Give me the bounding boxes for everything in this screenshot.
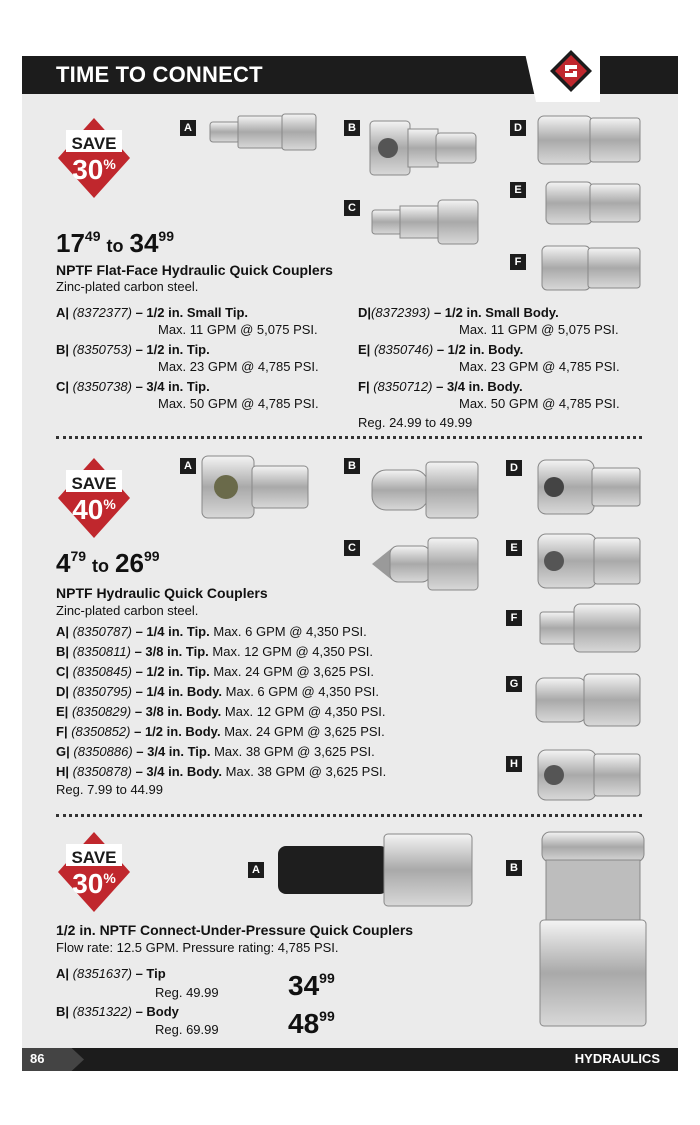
coupler-body-image — [536, 530, 644, 592]
product-label: F — [506, 610, 522, 626]
product-subtitle: Zinc-plated carbon steel. — [56, 603, 199, 618]
product-label: G — [506, 676, 522, 692]
product-label: C — [344, 540, 360, 556]
item-spec: Max. 50 GPM @ 4,785 PSI. — [459, 396, 620, 411]
connect-under-pressure-tip-image — [276, 830, 478, 910]
product-label: E — [510, 182, 526, 198]
product-label: A — [180, 120, 196, 136]
product-subtitle: Zinc-plated carbon steel. — [56, 279, 199, 294]
page-title: TIME TO CONNECT — [56, 62, 263, 87]
item-line: A| (8351637) – Tip — [56, 966, 166, 981]
save-word: SAVE — [71, 134, 117, 153]
regular-price: Reg. 7.99 to 44.99 — [56, 782, 163, 797]
price-range: $17^{49}$ to $34^{99}$ — [56, 228, 174, 258]
coupler-body-image — [536, 112, 644, 168]
coupler-body-image — [536, 746, 644, 804]
product-label: E — [506, 540, 522, 556]
item-line: A| (8350787) – 1/4 in. Tip. Max. 6 GPM @ 4,350 PSI. — [56, 624, 367, 639]
regular-price: Reg. 49.99 — [155, 985, 219, 1000]
item-line: B| (8351322) – Body — [56, 1004, 179, 1019]
item-line: B| (8350753) – 1/2 in. Tip. — [56, 342, 210, 357]
save-badge — [56, 116, 132, 200]
item-line: D|(8372393) – 1/2 in. Small Body. — [358, 305, 559, 320]
item-line: G| (8350886) – 3/4 in. Tip. Max. 38 GPM @ 3,625 PSI. — [56, 744, 375, 759]
page-number: 86 — [30, 1051, 45, 1066]
coupler-body-image — [544, 178, 644, 228]
product-label: A — [180, 458, 196, 474]
item-spec: Max. 23 GPM @ 4,785 PSI. — [459, 359, 620, 374]
product-label: C — [344, 200, 360, 216]
save-percent: 40% — [72, 494, 116, 525]
item-line: C| (8350738) – 3/4 in. Tip. — [56, 379, 210, 394]
save-percent: 30% — [72, 154, 116, 185]
product-label: B — [506, 860, 522, 876]
save-percent: 30% — [72, 868, 116, 899]
brand-logo-icon — [548, 48, 594, 94]
section-divider — [56, 814, 642, 817]
item-line: F| (8350852) – 1/2 in. Body. Max. 24 GPM @ 3,625 PSI. — [56, 724, 385, 739]
sale-price: $48^{99}$ — [288, 1008, 335, 1039]
section-name: HYDRAULICS — [574, 1051, 660, 1066]
product-subtitle: Flow rate: 12.5 GPM. Pressure rating: 4,785 PSI. — [56, 940, 339, 955]
item-spec: Max. 23 GPM @ 4,785 PSI. — [158, 359, 319, 374]
product-label: H — [506, 756, 522, 772]
item-line: H| (8350878) – 3/4 in. Body. Max. 38 GPM @ 3,625 PSI. — [56, 764, 387, 779]
item-line: D| (8350795) – 1/4 in. Body. Max. 6 GPM @ 4,350 PSI. — [56, 684, 380, 699]
coupler-tip-image — [208, 110, 318, 154]
save-badge — [56, 830, 132, 914]
coupler-tip-image — [370, 196, 482, 248]
coupler-body-image — [536, 456, 644, 518]
save-word: SAVE — [71, 848, 117, 867]
coupler-body-image — [534, 670, 644, 730]
section-divider — [56, 436, 642, 439]
item-line: E| (8350829) – 3/8 in. Body. Max. 12 GPM @ 4,350 PSI. — [56, 704, 386, 719]
regular-price: Reg. 69.99 — [155, 1022, 219, 1037]
item-spec: Max. 11 GPM @ 5,075 PSI. — [158, 322, 318, 337]
product-title: NPTF Hydraulic Quick Couplers — [56, 585, 268, 601]
item-spec: Max. 11 GPM @ 5,075 PSI. — [459, 322, 619, 337]
product-title: 1/2 in. NPTF Connect-Under-Pressure Quick Couplers — [56, 922, 414, 938]
save-word: SAVE — [71, 474, 117, 493]
item-spec: Max. 50 GPM @ 4,785 PSI. — [158, 396, 319, 411]
item-line: C| (8350845) – 1/2 in. Tip. Max. 24 GPM @ 3,625 PSI. — [56, 664, 374, 679]
product-label: A — [248, 862, 264, 878]
regular-price: Reg. 24.99 to 49.99 — [358, 415, 473, 430]
connect-under-pressure-body-image — [538, 830, 648, 1030]
product-label: B — [344, 120, 360, 136]
price-range: $4^{79}$ to $26^{99}$ — [56, 548, 160, 578]
product-label: D — [506, 460, 522, 476]
sale-price: $34^{99}$ — [288, 970, 335, 1001]
product-label: B — [344, 458, 360, 474]
product-label: D — [510, 120, 526, 136]
product-label: F — [510, 254, 526, 270]
product-title: NPTF Flat-Face Hydraulic Quick Couplers — [56, 262, 333, 278]
item-line: E| (8350746) – 1/2 in. Body. — [358, 342, 524, 357]
coupler-tip-image — [200, 452, 312, 522]
item-line: B| (8350811) – 3/8 in. Tip. Max. 12 GPM @ 4,350 PSI. — [56, 644, 374, 659]
item-line: A| (8372377) – 1/2 in. Small Tip. — [56, 305, 249, 320]
coupler-tip-image — [368, 115, 480, 181]
coupler-body-image — [538, 600, 644, 656]
coupler-tip-image — [370, 534, 482, 594]
coupler-tip-image — [370, 456, 482, 522]
save-badge — [56, 456, 132, 540]
coupler-body-image — [540, 242, 644, 294]
item-line: F| (8350712) – 3/4 in. Body. — [358, 379, 523, 394]
